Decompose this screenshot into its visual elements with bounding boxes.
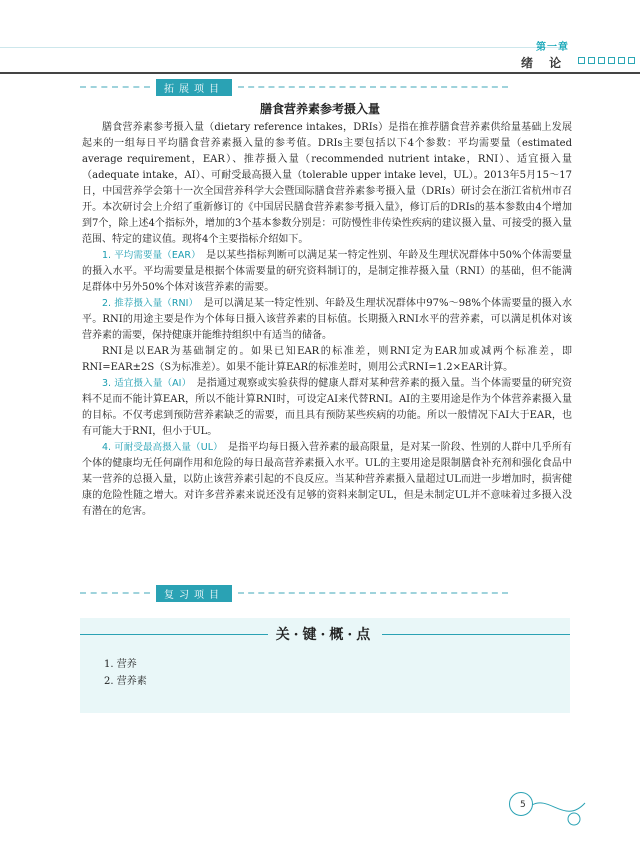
key-line-right [382,634,570,635]
header-rule-top [0,47,560,48]
extension-tag: 拓展项目 [156,79,232,96]
item-rni [82,296,572,344]
item-ear [82,248,572,296]
key-concept-item: 1. 营养 [104,659,137,670]
extension-title: 膳食营养素参考摄入量 [259,102,380,116]
key-concepts-title: 关·键·概·点 [275,627,375,643]
item-ul-text: 是指平均每日摄入营养素的最高限量，是对某一阶段、性别的人群中几乎所有个体的健康均无任何副作用和危险的每日最高营养素摄入水平。UL的主要用途是限制膳食补充剂和强化食品中某一营养的总摄入量，以防止该营养素引起的不良反应。当某种营养素摄入量超过UL而进一步增加时，损害健康的危险性随之增大。对许多营养素来说还没有足够的资料来制定UL，但是未制定UL并不意味着过多摄入没有潜在的危害。 [82,442,573,517]
chapter-title: 绪 论 [521,56,568,70]
item-ul [82,440,572,520]
key-concepts-list [104,656,147,690]
extension-banner [80,80,508,94]
extension-content [82,120,572,520]
item-rni-note-text: RNI是以EAR为基础制定的。如果已知EAR的标准差，则RNI定为EAR加或减两个标准差，即RNI=EAR±2S（S为标准差）。如果不能计算EAR的标准差时，则用公式RNI=1.2×EAR计算。 [82,346,572,373]
item-ul-heading: 4. 可耐受最高摄入量（UL） [102,442,218,453]
chapter-label: 第一章 [536,42,569,53]
banner-dash-right [238,86,508,88]
extension-intro: 膳食营养素参考摄入量（dietary reference intakes，DRIs）是指在推荐膳食营养素供给量基础上发展起来的一组每日平均膳食营养素摄入量的参考值。DRIs主要包括以下4个参数：平均需要量（estimated average requirement，EAR）、推荐摄入量（recommended nutrient intake，RNI）、适宜摄入量（adequate intake，AI）、可耐受最高摄入量（tolerable upper intake level，UL）。2013年5月15～17日，中国营养学会第十一次全国营养科学大会暨国际膳食营养素参考摄入量（DRIs）研讨会在浙江省杭州市召开。本次研讨会上介绍了重新修订的《中国居民膳食营养素参考摄入量》，修订后的DRIs的基本参数由4个增加到7个，除上述4个指标外，增加的3个基本参数分别是：可防慢性非传染性疾病的建议摄入量、可接受的摄入量范围、特定的建议值。现将4个主要指标介绍如下。 [82,122,572,245]
review-dash-right [238,592,508,594]
key-concepts-title-row [80,624,570,644]
item-ai-heading: 3. 适宜摄入量（AI） [102,378,187,389]
review-dash-left [80,592,150,594]
page-number: 5 [520,800,526,810]
review-banner [80,586,508,600]
key-line-left [80,634,268,635]
item-rni-text: 是可以满足某一特定性别、年龄及生理状况群体中97%～98%个体需要量的摄入水平。RNI的用途主要是作为个体每日摄入该营养素的目标值。长期摄入RNI水平的营养素，可以满足机体对该营养素的需要，保持健康并能维持组织中有适当的储备。 [82,298,573,341]
item-ear-text: 是以某些指标判断可以满足某一特定性别、年龄及生理状况群体中50%个体需要量的摄入水平。平均需要量是根据个体需要量的研究资料制订的，是制定推荐摄入量（RNI）的基础，但不能满足群体中另外50%个体对该营养素的需要。 [82,250,573,293]
review-tag: 复习项目 [156,585,232,602]
item-ear-heading: 1. 平均需要量（EAR） [102,250,196,261]
item-ai-text: 是指通过观察或实验获得的健康人群对某种营养素的摄入量。当个体需要量的研究资料不足而不能计算EAR，所以不能计算RNI时，可设定AI来代替RNI。AI的主要用途是作为个体营养素摄入量的目标。不仅考虑到预防营养素缺乏的需要，而且具有预防某些疾病的功能。所以一般情况下AI大于EAR，也有可能大于RNI，但小于UL。 [82,378,573,437]
footer-swirl-decoration [530,795,590,835]
item-rni-heading: 2. 推荐摄入量（RNI） [102,298,194,309]
item-ai [82,376,572,440]
key-concept-item: 2. 营养素 [104,676,147,687]
header-rule-bottom [0,72,640,74]
header-squares-decoration [578,57,635,64]
item-rni-note [82,344,572,376]
banner-dash-left [80,86,150,88]
